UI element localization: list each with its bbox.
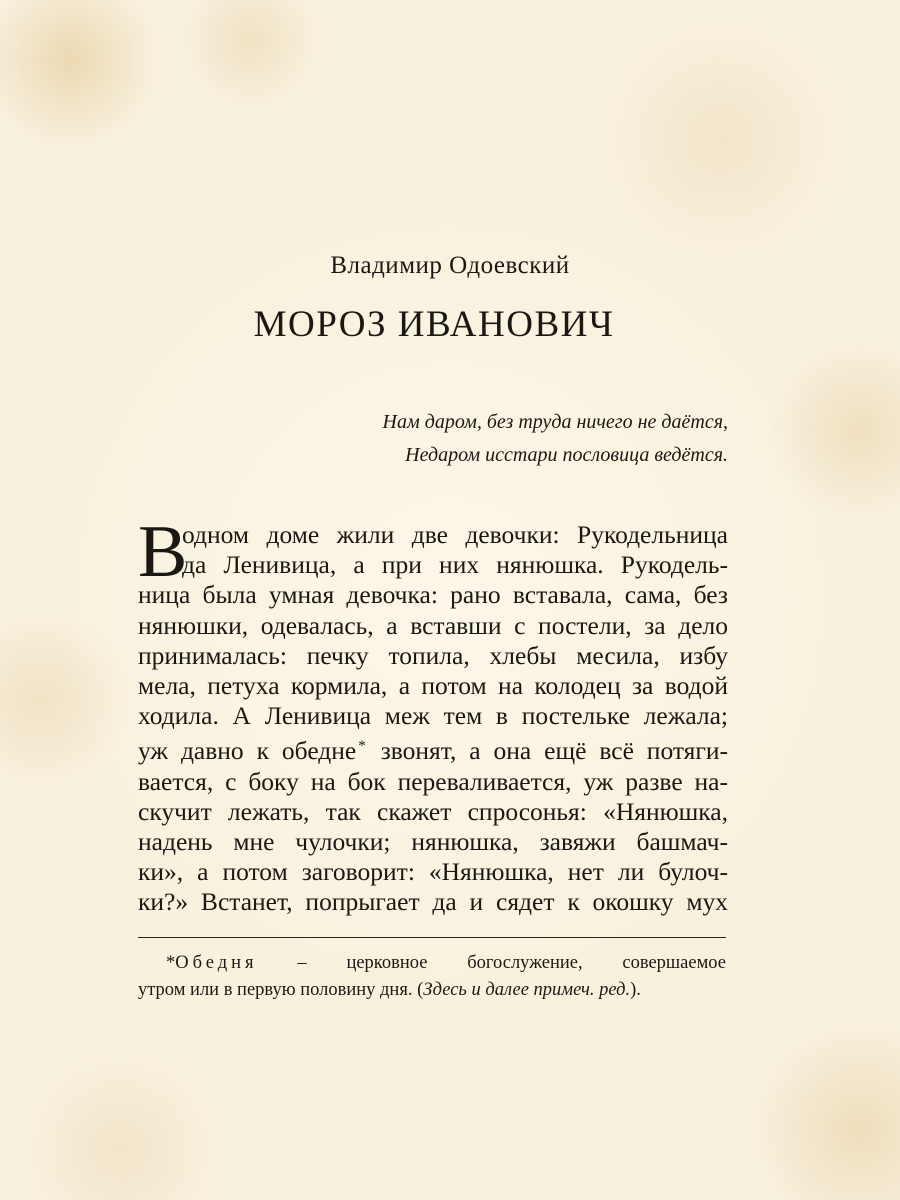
footnote-line-1 [138,950,726,977]
epigraph-line-2: Недаром исстари пословица ведётся. [405,444,728,466]
body-line-part: звонят, а она ещё всё потяги- [380,736,729,766]
footnote-definition-cont: утром или в первую половину дня. ( [138,980,424,1000]
footnote-end: ). [630,980,641,1000]
body-line: ки», а потом заговорит: «Нянюшка, нет ли булоч- [138,857,728,887]
body-line: принималась: печку топила, хлебы месила, избу [138,640,728,670]
body-line: ходила. А Ленивица меж тем в постельке лежала; [138,701,728,731]
drop-cap: В [138,511,188,593]
story-title: МОРОЗ ИВАНОВИЧ [253,304,615,345]
body-line: вается, с боку на бок переваливается, уж разве на- [138,766,728,796]
body-line: мела, петуха кормила, а потом на колодец за водой [138,671,728,701]
epigraph [383,406,728,472]
author-name: Владимир Одоевский [330,252,570,279]
footnote-reference[interactable]: * [358,738,366,755]
body-line: ки?» Встанет, попрыгает да и сядет к окошку мух [138,887,728,917]
body-line-with-footnote [138,731,728,766]
footnote-divider [138,937,726,938]
body-line: скучит лежать, так скажет спросонья: «Нянюшка, [138,796,728,826]
footnote [138,950,726,1004]
footnote-term: Обедня [175,953,258,973]
body-line: ница была умная девочка: рано вставала, сама, без [138,580,728,610]
body-line-part: уж давно к обедне [138,736,357,766]
body-line: одном доме жили две девочки: Рукодельница [182,520,728,549]
footnote-marker: * [166,953,176,973]
editor-note: Здесь и далее примеч. ред. [423,980,631,1000]
body-line: нянюшки, одевалась, а вставши с постели, за дело [138,610,728,640]
story-body [138,511,729,918]
epigraph-line-1: Нам даром, без труда ничего не даётся, [382,411,728,433]
footnote-definition: – церковное богослужение, совершаемое [297,953,726,973]
body-line: надень мне чулочки; нянюшка, завяжи башмач- [138,827,728,857]
footnote-line-2 [138,977,726,1004]
body-line: да Ленивица, а при них нянюшка. Рукодель- [182,550,728,580]
